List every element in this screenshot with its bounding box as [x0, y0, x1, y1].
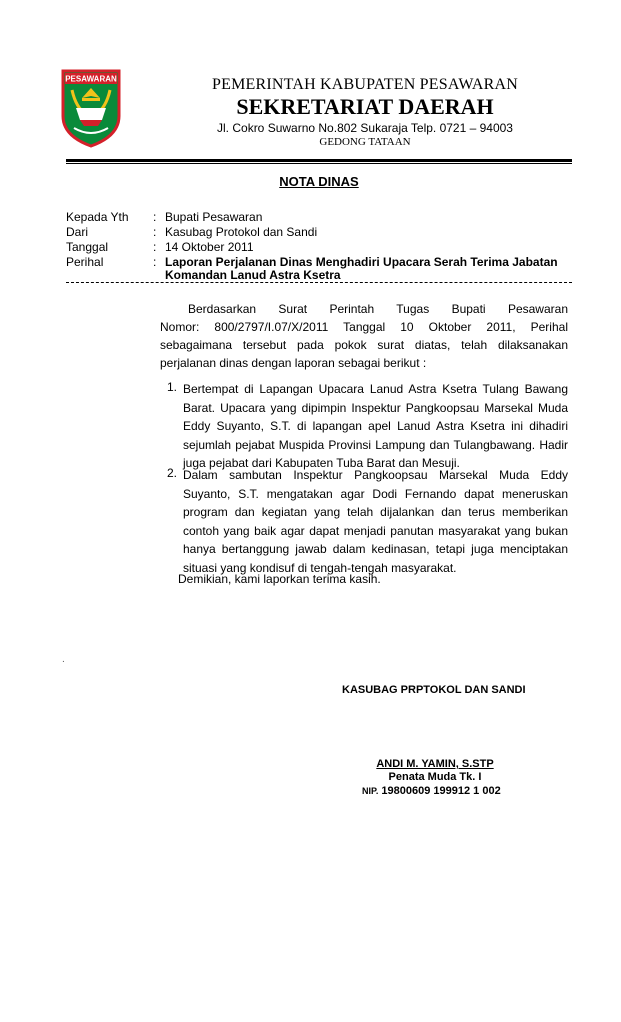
list-item-number: 1.	[167, 380, 178, 394]
document-title: NOTA DINAS	[279, 174, 359, 189]
list-item-number: 2.	[167, 466, 178, 480]
nip-value: 19800609 199912 1 002	[381, 785, 501, 797]
meta-subject-line2: Komandan Lanud Astra Ksetra	[165, 268, 341, 282]
intro-line-1: Berdasarkan Surat Perintah Tugas Bupati Pesawaran	[188, 302, 568, 316]
pesawaran-regency-logo	[60, 68, 122, 148]
meta-from-label: Dari	[66, 225, 89, 239]
meta-subject-line1: Laporan Perjalanan Dinas Menghadiri Upacara Serah Terima Jabatan	[165, 255, 558, 269]
letterhead-divider-thin	[66, 163, 572, 164]
intro-line-4: perjalanan dinas dengan laporan sebagai berikut :	[160, 356, 427, 370]
meta-date-value: 14 Oktober 2011	[165, 240, 254, 254]
signatory-rank: Penata Muda Tk. I	[388, 771, 482, 783]
signatory-nip	[362, 785, 501, 797]
meta-subject-label: Perihal	[66, 255, 104, 269]
meta-colon: :	[153, 255, 157, 269]
meta-colon: :	[153, 225, 157, 239]
logo-name-text: PESAWARAN	[65, 74, 117, 84]
meta-date-label: Tanggal	[66, 240, 109, 254]
stray-mark: .	[62, 654, 65, 665]
nip-label: NIP.	[362, 786, 379, 796]
meta-colon: :	[153, 240, 157, 254]
government-heading: PEMERINTAH KABUPATEN PESAWARAN	[212, 76, 518, 93]
letterhead-divider-thick	[66, 159, 572, 162]
office-address: Jl. Cokro Suwarno No.802 Sukaraja Telp. 0721 – 94003	[217, 121, 513, 135]
meta-divider	[66, 282, 572, 283]
list-item-text: Bertempat di Lapangan Upacara Lanud Astra Ksetra Tulang Bawang Barat. Upacara yang dipimpin Inspektur Pangkoopsau Marsekal Muda Eddy Suyanto, S.T. di lapangan apel Lanud Astra Ksetra ini dihadiri sejumlah pejabat Muspida Provinsi Lampung dan Tulangbawang. Hadir juga pejabat dari Kabupaten Tuba Barat dan Mesuji.	[183, 382, 568, 470]
meta-to-label: Kepada Yth	[66, 210, 129, 224]
signatory-position: KASUBAG PRPTOKOL DAN SANDI	[342, 684, 526, 696]
meta-from-value: Kasubag Protokol dan Sandi	[165, 225, 318, 239]
office-location: GEDONG TATAAN	[319, 136, 411, 148]
office-heading: SEKRETARIAT DAERAH	[236, 94, 494, 119]
signatory-name: ANDI M. YAMIN, S.STP	[376, 758, 494, 770]
closing-sentence: Demikian, kami laporkan terima kasih.	[178, 572, 381, 586]
list-item-text: Dalam sambutan Inspektur Pangkoopsau Marsekal Muda Eddy Suyanto, S.T. mengatakan agar Dodi Fernando dapat meneruskan program dan kegiatan yang telah dijalankan dan terus memberikan contoh yang baik agar dapat menjadi panutan masyarakat yang bukan hanya bertanggung jawab dalam kedinasan, tetapi juga menciptakan situasi yang kondisuf di tengah-tengah masyarakat.	[183, 468, 568, 575]
intro-line-2: Nomor: 800/2797/I.07/X/2011 Tanggal 10 Oktober 2011, Perihal	[160, 320, 568, 334]
meta-colon: :	[153, 210, 157, 224]
meta-to-value: Bupati Pesawaran	[165, 210, 263, 224]
intro-line-3: sebagaimana tersebut pada pokok surat diatas, telah dilaksanakan	[160, 338, 568, 352]
